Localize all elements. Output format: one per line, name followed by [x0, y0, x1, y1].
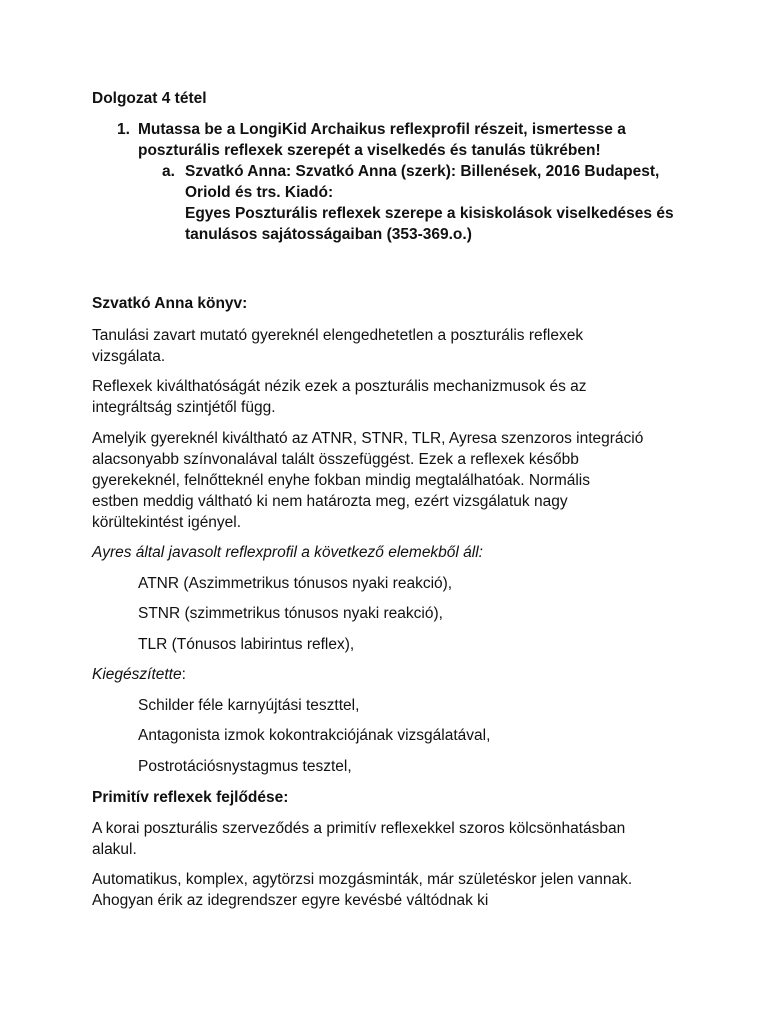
paragraph-1-line-1: Tanulási zavart mutató gyereknél elengedhetetlen a poszturális reflexek [92, 327, 584, 344]
paragraph-3-line-2: alacsonyabb színvonalával talált összefüggést. Ezek a reflexek később [92, 451, 579, 468]
paragraph-3-line-5: körültekintést igényel. [92, 514, 242, 531]
paragraph-2-line-2: integráltság szintjétől függ. [92, 399, 276, 416]
subitem-line-4: tanulásos sajátosságaiban (353-369.o.) [185, 226, 472, 243]
primitive-paragraph-1-line-1: A korai poszturális szerveződés a primitív reflexekkel szoros kölcsönhatásban [92, 820, 626, 837]
paragraph-3-line-4: estben meddig váltható ki nem határozta meg, ezért vizsgálatuk nagy [92, 493, 568, 510]
subitem-line-1: Szvatkó Anna: Szvatkó Anna (szerk): Billenések, 2016 Budapest, [185, 163, 660, 180]
paragraph-2-line-1: Reflexek kiválthatóságát nézik ezek a poszturális mechanizmusok és az [92, 378, 587, 395]
reflex-item-atnr: ATNR (Aszimmetrikus tónusos nyaki reakció), [138, 575, 453, 592]
question-line-2: poszturális reflexek szerepét a viselkedés és tanulás tükrében! [138, 142, 601, 159]
subitem-letter: a. [162, 163, 175, 180]
paragraph-3-line-3: gyerekeknél, felnőtteknél enyhe fokban mindig megtalálhatóak. Normális [92, 472, 591, 489]
paragraph-1-line-2: vizsgálata. [92, 348, 166, 365]
reflex-item-tlr: TLR (Tónusos labirintus reflex), [138, 636, 355, 653]
supplement-item-antagonista: Antagonista izmok kokontrakciójának vizsgálatával, [138, 727, 491, 744]
supplement-colon: : [181, 666, 186, 683]
supplement-label: Kiegészítette [92, 666, 182, 683]
document-heading: Dolgozat 4 tétel [92, 90, 207, 107]
supplement-item-postrotacio: Postrotációsnystagmus tesztel, [138, 758, 352, 775]
primitive-title: Primitív reflexek fejlődése: [92, 789, 289, 806]
question-number: 1. [117, 121, 130, 138]
primitive-paragraph-2-line-1: Automatikus, komplex, agytörzsi mozgásminták, már születéskor jelen vannak. [92, 871, 633, 888]
primitive-paragraph-2-line-2: Ahogyan érik az idegrendszer egyre kevésbé váltódnak ki [92, 892, 489, 909]
primitive-paragraph-1-line-2: alakul. [92, 841, 137, 858]
supplement-item-schilder: Schilder féle karnyújtási teszttel, [138, 697, 360, 714]
supplement-label-row [92, 664, 186, 685]
section-title: Szvatkó Anna könyv: [92, 295, 248, 312]
question-line-1: Mutassa be a LongiKid Archaikus reflexprofil részeit, ismertesse a [138, 121, 626, 138]
paragraph-3-line-1: Amelyik gyereknél kiváltható az ATNR, STNR, TLR, Ayresa szenzoros integráció [92, 430, 644, 447]
reflex-item-stnr: STNR (szimmetrikus tónusos nyaki reakció), [138, 605, 443, 622]
subitem-line-3: Egyes Poszturális reflexek szerepe a kisiskolások viselkedéses és [185, 205, 674, 222]
subitem-line-2: Oriold és trs. Kiadó: [185, 184, 334, 201]
ayres-intro: Ayres által javasolt reflexprofil a következő elemekből áll: [92, 544, 483, 561]
